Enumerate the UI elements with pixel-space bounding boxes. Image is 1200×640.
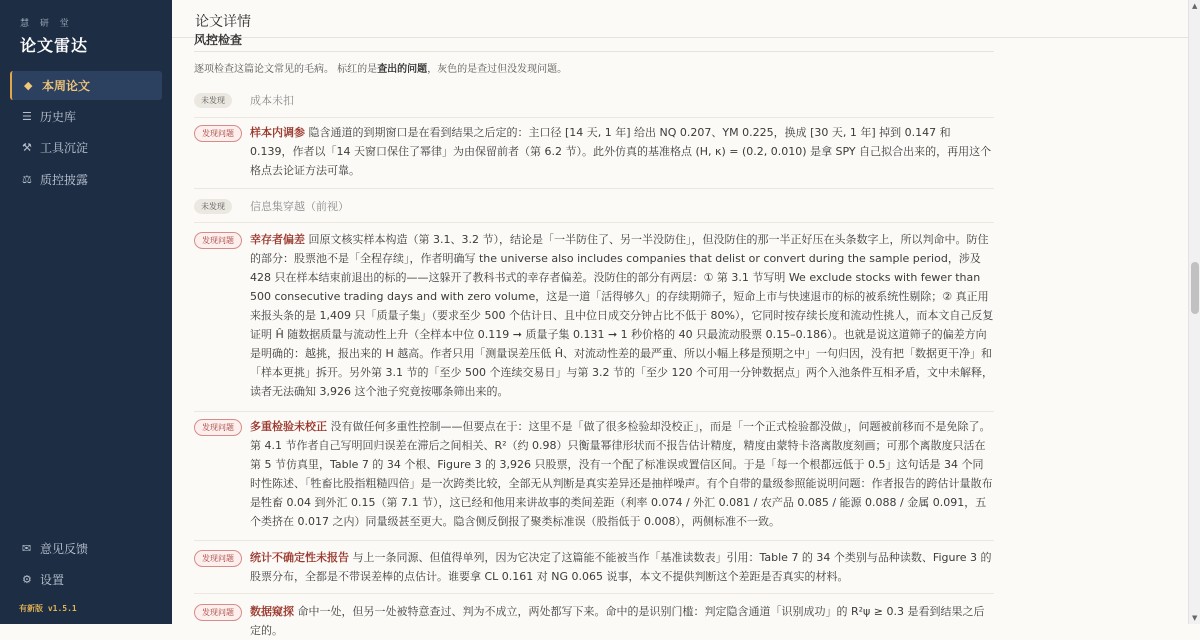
sidebar-item-settings[interactable] — [10, 565, 162, 594]
check-item — [194, 548, 994, 586]
check-title: 样本内调参 — [250, 126, 305, 139]
check-title: 数据窥探 — [250, 605, 294, 618]
status-badge: 发现问题 — [194, 125, 242, 142]
sidebar-item-label: 意见反馈 — [40, 542, 89, 556]
check-title: 信息集穿越（前视） — [250, 200, 349, 213]
status-badge: 未发现 — [194, 199, 232, 214]
scale-icon: ⚖ — [22, 173, 32, 186]
check-item — [194, 91, 994, 110]
divider — [194, 51, 994, 52]
divider — [194, 117, 994, 118]
check-title: 成本未扣 — [250, 94, 294, 107]
check-detail: 与上一条同源、但值得单列，因为它决定了这篇能不能被当作「基准读数表」引用：Table 7 的 34 个类别与品种读数、Figure 3 的股票分布，全都是不带误差棒的点估计。谁要拿 CL 0.161 对 NG 0.065 说事，本文不提供判断这个差距是否真实的材料。 — [250, 551, 992, 583]
status-badge: 发现问题 — [194, 419, 242, 436]
gear-icon: ⚙ — [22, 573, 32, 586]
check-title: 多重检验未校正 — [250, 420, 327, 433]
divider — [194, 540, 994, 541]
sidebar-item-label: 历史库 — [40, 110, 77, 124]
version-update-link[interactable]: 有新版 v1.5.1 — [19, 604, 77, 613]
sidebar-item-label: 设置 — [40, 573, 65, 587]
mail-icon: ✉ — [22, 542, 32, 555]
brand-title: 论文雷达 — [20, 36, 89, 55]
page-title: 论文详情 — [195, 14, 251, 30]
check-item — [194, 197, 994, 216]
sidebar-item-feedback[interactable] — [10, 534, 162, 563]
check-detail: 没有做任何多重性控制——但要点在于：这里不是「做了很多检验却没校正」，而是「一个正式检验都没做」，问题被前移而不是免除了。第 4.1 节作者自己写明回归误差在滞后之间相关、R²（约 0.98）只衡量幂律形状而不报告估计精度，精度由蒙特卡洛离散度刻画；可那个离散度只活在第 5 节仿真里，Table 7 的 34 个根、Figure 3 的 3,926 只股票，没有一个配了标准误或置信区间。于是「每一个根都远低于 0.5」这句话是 34 个同时性陈述、「牲畜比股指粗糙四倍」是一次跨类比较，全部无从判断是真实差异还是抽样噪声。有个自带的量级参照能说明问题：作者报告的跨估计量散布是牲畜 0.04 到外汇 0.15（第 7.1 节），这已经和他用来讲故事的类间差距（利率 0.074 / 外汇 0.081 / 农产品 0.085 / 能源 0.088 / 金属 0.091，五个类挤在 0.017 之内）同量级甚至更大。隐含侧反倒报了聚类标准误（股指低于 0.008），两侧标准不一致。 — [250, 420, 993, 528]
sidebar-item-history[interactable] — [10, 102, 162, 131]
divider — [194, 411, 994, 412]
check-detail: 命中一处，但另一处被特意查过、判为不成立，两处都写下来。命中的是识别门槛：判定隐含通道「识别成功」的 R²ψ ≥ 0.3 是看到结果之后定的。 — [250, 605, 985, 637]
sidebar-item-qc-disclosure[interactable] — [10, 165, 162, 194]
check-item — [194, 230, 994, 401]
check-detail: 回原文核实样本构造（第 3.1、3.2 节），结论是「一半防住了、另一半没防住」，但没防住的那一半正好压在头条数字上，所以判命中。防住的部分：股票池不是「全程存续」，作者明确写 the universe also includes companies that delist or convert during the sample period，涉及 428 只在样本结束前退出的标的——这躲开了教科书式的幸存者偏差。没防住的部分有两层：① 第 3.1 节写明 We exclude stocks with fewer than 500 consecutive trading days and with zero volume，这是一道「活得够久」的存续期筛子，短命上市与快速退市的标的被系统性剔除；② 真正用来报头条的是 1,409 只「质量子集」（要求至少 500 个估计日、且中位日成交分钟占比不低于 80%），它同时按存续长度和流动性挑人，而本文自己反复证明 Ĥ 随数据质量与流动性上升（全样本中位 0.119 ➞ 质量子集 0.131 ➞ 1 秒价格的 40 只最流动股票 0.15–0.186）。也就是说这道筛子的偏差方向是明确的：越挑，报出来的 H 越高。作者只用「测量误差压低 Ĥ、对流动性差的最严重、所以小幅上移是预期之中」一句归因，没有把「数据更干净」和「样本更挑」拆开。另外第 3.1 节的「至少 500 个连续交易日」与第 3.2 节的「至少 120 个可用一分钟数据点」两个入池条件互相矛盾，文中未解释，读者无法确知 3,926 这个池子究竟按哪条筛出来的。 — [250, 233, 994, 398]
diamond-icon: ◆ — [24, 79, 33, 92]
divider — [194, 222, 994, 223]
check-item — [194, 123, 994, 180]
divider — [194, 188, 994, 189]
status-badge: 发现问题 — [194, 550, 242, 567]
divider — [194, 593, 994, 594]
sidebar — [0, 0, 172, 624]
check-item — [194, 602, 994, 640]
scrollbar-thumb[interactable] — [1191, 262, 1199, 314]
main-content — [172, 33, 1188, 637]
sidebar-item-tools[interactable] — [10, 133, 162, 162]
check-title: 统计不确定性未报告 — [250, 551, 349, 564]
section-intro: 逐项检查这篇论文常见的毛病。 标红的是查出的问题，灰色的是查过但没发现问题。 — [194, 64, 568, 75]
check-item — [194, 417, 994, 531]
tools-icon: ⚒ — [22, 141, 32, 154]
sidebar-item-label: 质控披露 — [40, 173, 89, 187]
vertical-scrollbar[interactable] — [1188, 0, 1200, 624]
sidebar-item-weekly-papers[interactable] — [10, 71, 162, 100]
check-title: 幸存者偏差 — [250, 233, 305, 246]
scroll-down-arrow-icon[interactable]: ▼ — [1192, 614, 1198, 622]
status-badge: 发现问题 — [194, 604, 242, 621]
section-heading: 风控检查 — [194, 33, 243, 47]
list-icon: ☰ — [22, 110, 32, 123]
brand-subtitle: 慧 研 堂 — [20, 19, 73, 29]
status-badge: 未发现 — [194, 93, 232, 108]
sidebar-item-label: 工具沉淀 — [40, 141, 89, 155]
status-badge: 发现问题 — [194, 232, 242, 249]
check-detail: 隐含通道的到期窗口是在看到结果之后定的：主口径 [14 天, 1 年] 给出 NQ 0.207、YM 0.225，换成 [30 天, 1 年] 掉到 0.147 和 0.139，作者以「14 天窗口保住了幂律」为由保留前者（第 6.2 节）。此外仿真的基准格点 (H, κ) = (0.2, 0.010) 是拿 SPY 自己拟合出来的，再用这个格点去论证方法可靠。 — [250, 126, 992, 177]
scroll-up-arrow-icon[interactable]: ▲ — [1192, 2, 1198, 10]
top-bar — [172, 0, 1188, 38]
sidebar-item-label: 本周论文 — [42, 79, 91, 93]
